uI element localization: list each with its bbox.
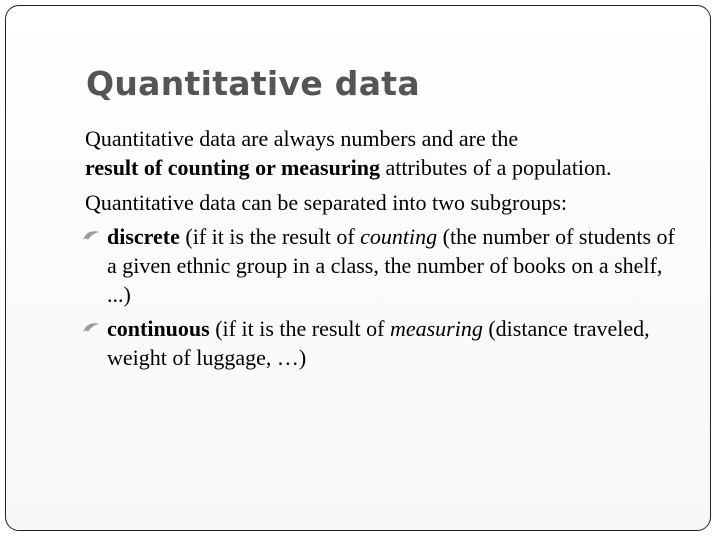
slide (5, 5, 711, 531)
slide-body (85, 124, 685, 372)
bullet-continuous (85, 314, 685, 372)
intro-paragraph (85, 124, 685, 182)
bullet-pre: (if it is the result of (209, 316, 390, 341)
bullet-post: (the number of students of a given ethnic group in a class, the number of books on a shelf, ...) (107, 224, 675, 307)
bullet-italic: measuring (389, 316, 483, 341)
bullet-discrete (85, 222, 685, 309)
bullet-post: (distance traveled, weight of luggage, …) (107, 316, 650, 370)
separation-paragraph: Quantitative data can be separated into two subgroups: (85, 190, 568, 215)
intro-line: Quantitative data are always numbers and are the (85, 126, 519, 151)
intro-rest: attributes of a population. (379, 155, 612, 180)
leaf-swirl-icon (82, 314, 104, 343)
bullet-term: discrete (107, 224, 180, 249)
bullet-pre: (if it is the result of (179, 224, 361, 249)
intro-bold: result of counting or measuring (85, 155, 380, 180)
leaf-swirl-icon (82, 222, 104, 251)
bullet-italic: counting (360, 224, 438, 249)
bullet-term: continuous (107, 316, 210, 341)
slide-title: Quantitative data (86, 64, 420, 103)
